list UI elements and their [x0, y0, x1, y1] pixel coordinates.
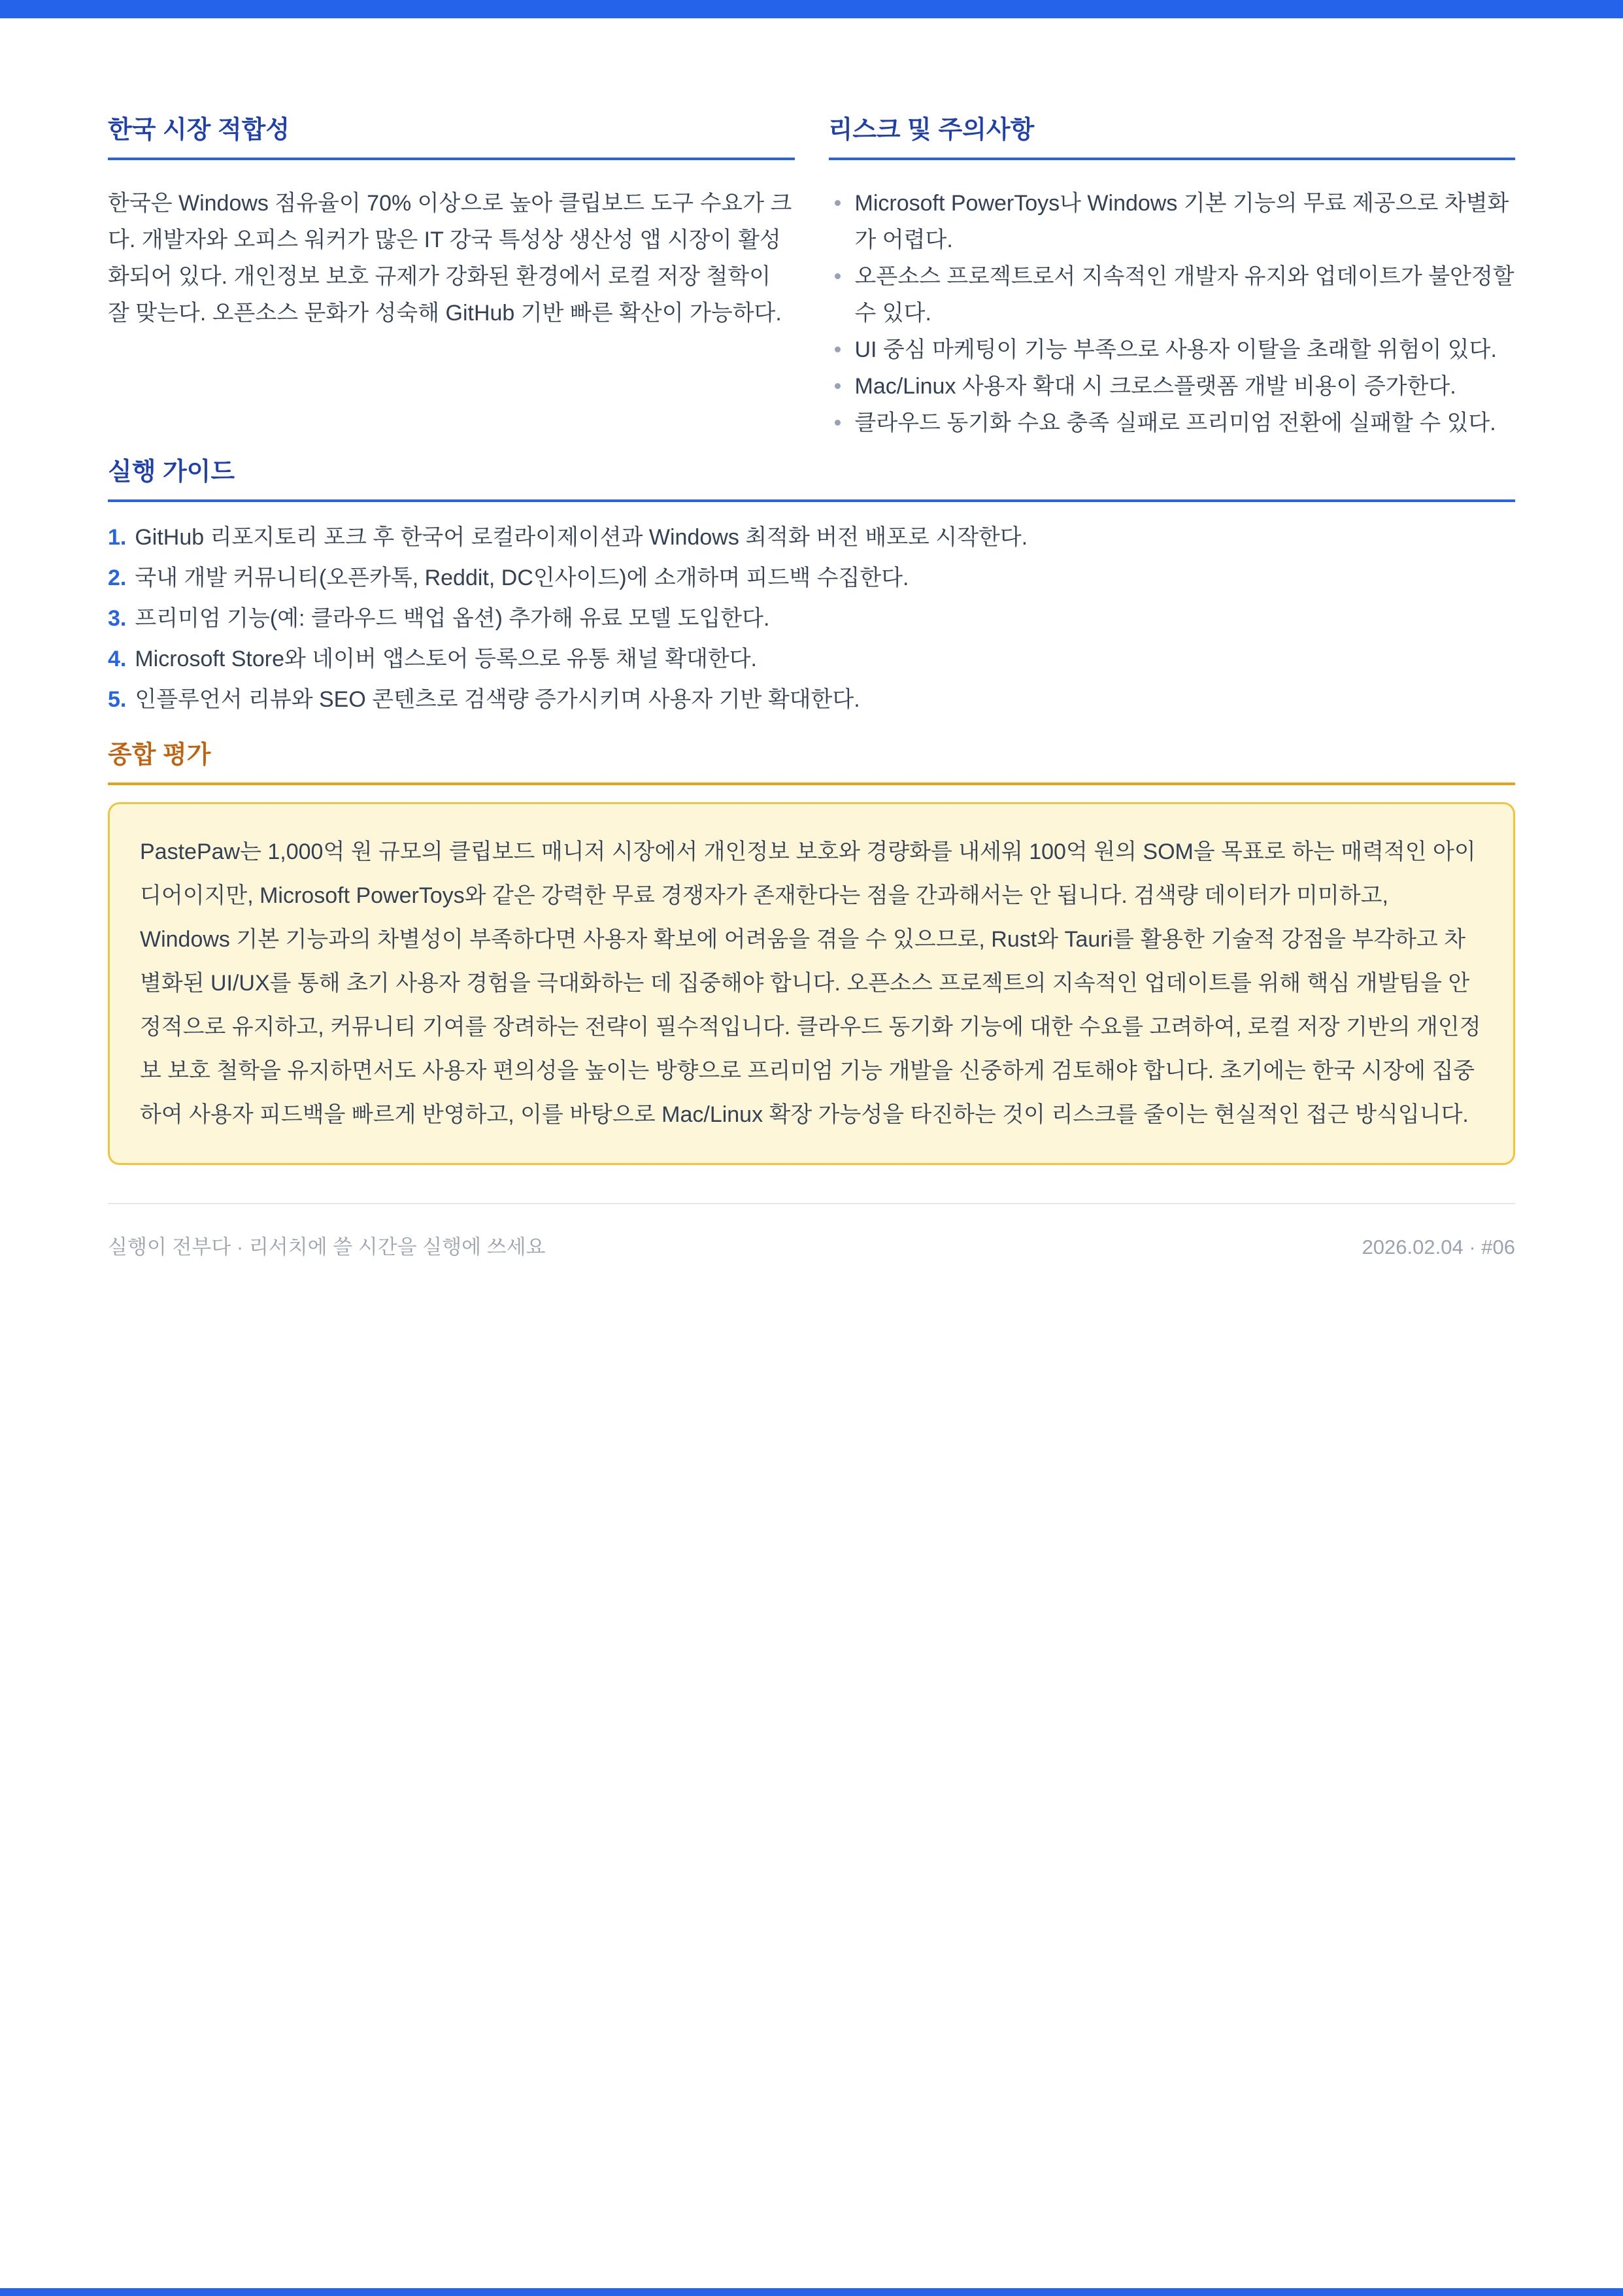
bottom-accent-bar	[0, 2288, 1623, 2296]
guide-step	[108, 685, 1515, 714]
step-number: 3.	[108, 606, 127, 631]
footer-divider	[108, 1203, 1515, 1204]
step-number: 2.	[108, 566, 127, 590]
two-column-row	[108, 116, 1515, 441]
summary-title: 종합 평가	[108, 741, 1515, 785]
guide-title: 실행 가이드	[108, 458, 1515, 502]
footer-tagline: 실행이 전부다 · 리서치에 쓸 시간을 실행에 쓰세요	[108, 1236, 546, 1258]
guide-step	[108, 645, 1515, 673]
section-summary	[108, 741, 1515, 1165]
step-text: Microsoft Store와 네이버 앱스토어 등록으로 유통 채널 확대한다.	[135, 647, 757, 671]
section-risks	[829, 116, 1516, 441]
step-text: 프리미엄 기능(예: 클라우드 백업 옵션) 추가해 유료 모델 도입한다.	[135, 606, 770, 631]
step-number: 5.	[108, 687, 127, 712]
korea-fit-body: 한국은 Windows 점유율이 70% 이상으로 높아 클립보드 도구 수요가 크다. 개발자와 오피스 워커가 많은 IT 강국 특성상 생산성 앱 시장이 활성화되어 있다. 개인정보 보호 규제가 강화된 환경에서 로컬 저장 철학이 잘 맞는다. 오픈소스 문화가 성숙해 GitHub 기반 빠른 확산이 가능하다.	[108, 191, 792, 326]
footer	[108, 1234, 1515, 1260]
risk-item: UI 중심 마케팅이 기능 부족으로 사용자 이탈을 초래할 위험이 있다.	[829, 331, 1516, 368]
risk-item: 오픈소스 프로젝트로서 지속적인 개발자 유지와 업데이트가 불안정할 수 있다.	[829, 258, 1516, 331]
footer-date-issue: 2026.02.04 · #06	[1362, 1236, 1515, 1258]
step-number: 4.	[108, 647, 127, 671]
risks-list	[829, 185, 1516, 441]
risks-title: 리스크 및 주의사항	[829, 116, 1516, 160]
section-guide	[108, 458, 1515, 714]
guide-step	[108, 523, 1515, 552]
step-text: 인플루언서 리뷰와 SEO 콘텐츠로 검색량 증가시키며 사용자 기반 확대한다.	[135, 687, 860, 712]
guide-list	[108, 523, 1515, 714]
page-content	[108, 0, 1515, 1260]
step-text: 국내 개발 커뮤니티(오픈카톡, Reddit, DC인사이드)에 소개하며 피드백 수집한다.	[135, 566, 909, 590]
risk-item: Microsoft PowerToys나 Windows 기본 기능의 무료 제공으로 차별화가 어렵다.	[829, 185, 1516, 258]
guide-step	[108, 564, 1515, 592]
step-number: 1.	[108, 525, 127, 550]
risk-item: Mac/Linux 사용자 확대 시 크로스플랫폼 개발 비용이 증가한다.	[829, 368, 1516, 405]
korea-fit-title: 한국 시장 적합성	[108, 116, 795, 160]
summary-body: PastePaw는 1,000억 원 규모의 클립보드 매니저 시장에서 개인정보 보호와 경량화를 내세워 100억 원의 SOM을 목표로 하는 매력적인 아이디어이지만, Microsoft PowerToys와 같은 강력한 무료 경쟁자가 존재한다는 점을 간과해서는 안 됩니다. 검색량 데이터가 미미하고, Windows 기본 기능과의 차별성이 부족하다면 사용자 확보에 어려움을 겪을 수 있으므로, Rust와 Tauri를 활용한 기술적 강점을 부각하고 차별화된 UI/UX를 통해 초기 사용자 경험을 극대화하는 데 집중해야 합니다. 오픈소스 프로젝트의 지속적인 업데이트를 위해 핵심 개발팀을 안정적으로 유지하고, 커뮤니티 기여를 장려하는 전략이 필수적입니다. 클라우드 동기화 기능에 대한 수요를 고려하여, 로컬 저장 기반의 개인정보 보호 철학을 유지하면서도 사용자 편의성을 높이는 방향으로 프리미엄 기능 개발을 신중하게 검토해야 합니다. 초기에는 한국 시장에 집중하여 사용자 피드백을 빠르게 반영하고, 이를 바탕으로 Mac/Linux 확장 가능성을 타진하는 것이 리스크를 줄이는 현실적인 접근 방식입니다.	[140, 839, 1481, 1127]
summary-callout	[108, 802, 1515, 1165]
guide-step	[108, 604, 1515, 633]
risk-item: 클라우드 동기화 수요 충족 실패로 프리미엄 전환에 실패할 수 있다.	[829, 405, 1516, 441]
section-korea-fit	[108, 116, 795, 441]
step-text: GitHub 리포지토리 포크 후 한국어 로컬라이제이션과 Windows 최적화 버전 배포로 시작한다.	[135, 525, 1028, 550]
